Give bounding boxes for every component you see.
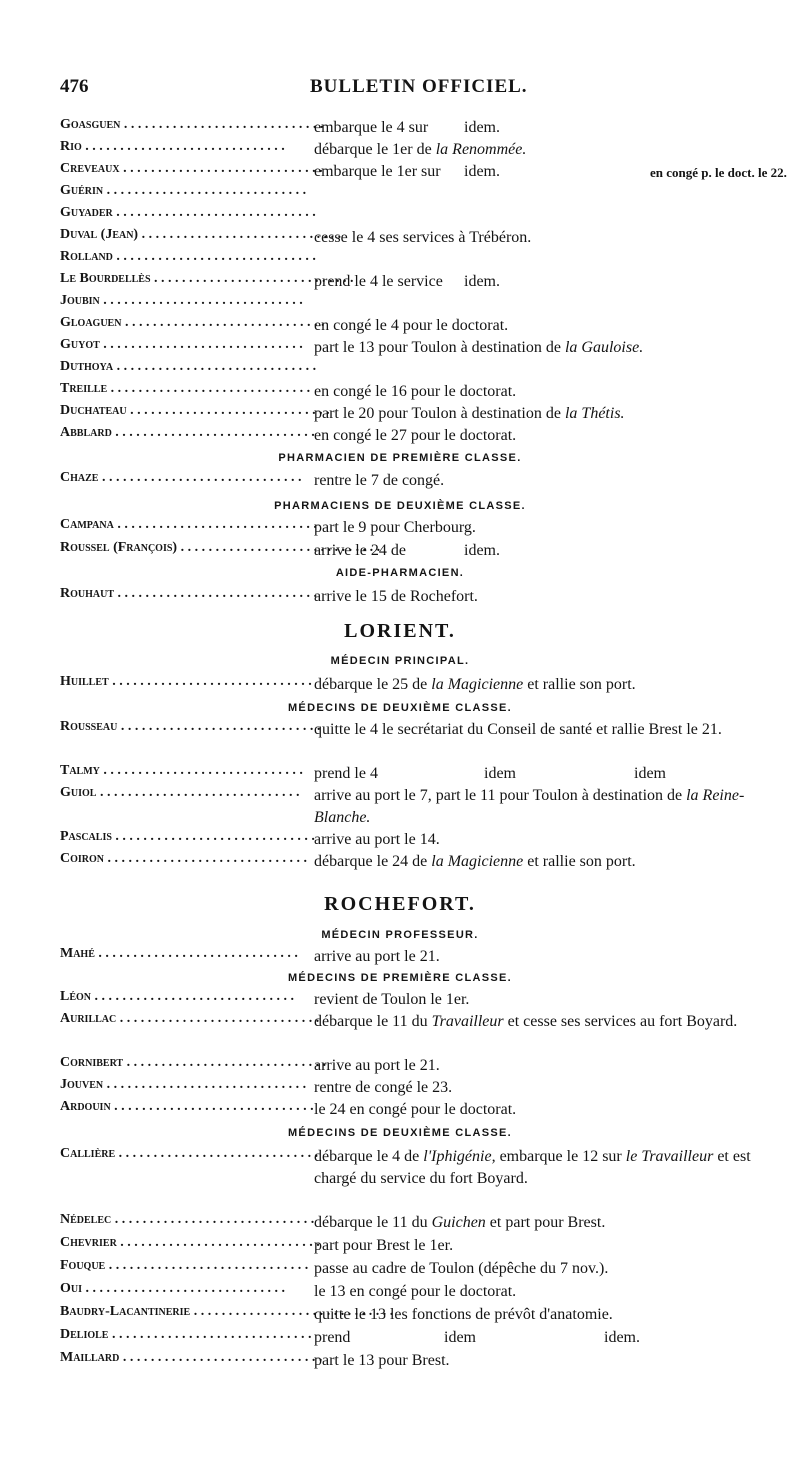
entry-row [0, 989, 800, 1011]
entry-row [0, 946, 800, 968]
entry-idem: idem. [464, 163, 500, 180]
section-heading: PHARMACIEN DE PREMIÈRE CLASSE. [278, 452, 522, 464]
entry-text [314, 763, 770, 785]
entry-name: Huillet . . . [60, 674, 288, 696]
entry-idem: idem. [464, 119, 500, 136]
entry-name: Mahé . . . [60, 946, 288, 968]
entry-row [0, 359, 800, 381]
section-heading: MÉDECIN PROFESSEUR. [321, 929, 479, 941]
ship-name: la Reine-Blanche. [314, 787, 745, 826]
entry-text [314, 161, 787, 183]
entry-text [314, 271, 770, 293]
entry-text [314, 1146, 770, 1190]
entry-name: Léon . . . [60, 989, 288, 1011]
entry-idem: idem [444, 1329, 476, 1346]
entry-name: Baudry-Lacantinerie . . . [60, 1304, 288, 1326]
entry-row [0, 1281, 800, 1303]
entry-detail: débarque le 4 de [314, 1148, 424, 1165]
entry-text [314, 851, 770, 873]
entry-text [314, 1011, 770, 1033]
entry-text: rentre de congé le 23. [314, 1079, 453, 1096]
entry-detail: arrive au port le 7, part le 11 pour Toulon à destination de [314, 787, 687, 804]
entry-row [0, 1304, 800, 1326]
entry-name: Cornibert . . . [60, 1055, 288, 1077]
page-header [60, 76, 760, 100]
entry-name: Duchateau . . . [60, 403, 288, 425]
entry-name: Rouhaut . . . [60, 586, 288, 608]
entry-detail: débarque le 24 de [314, 853, 432, 870]
entry-name: Treille . . . [60, 381, 288, 403]
entry-idem: idem. [464, 273, 500, 290]
entry-text: arrive au port le 21. [314, 1057, 440, 1074]
entry-detail: et est chargé du service du fort Boyard. [314, 1148, 751, 1187]
entry-row [0, 1077, 800, 1099]
entry-row [0, 1011, 800, 1055]
entry-row [0, 337, 800, 359]
entry-name: Aurillac . . . [60, 1011, 288, 1033]
entry-name: Deliole . . . [60, 1327, 288, 1349]
section-heading: MÉDECIN PRINCIPAL. [330, 655, 470, 667]
entry-text: en congé le 16 pour le doctorat. [314, 383, 517, 400]
entry-text [314, 1327, 770, 1349]
entry-detail: et rallie son port. [523, 853, 636, 870]
entry-detail: débarque le 1er de [314, 141, 436, 158]
city-heading-rochefort: ROCHEFORT. [324, 893, 476, 915]
ship-name: l'Iphigénie, [423, 1148, 496, 1165]
entry-text: en congé le 27 pour le doctorat. [314, 427, 517, 444]
entry-name: Guyader . . . [60, 205, 288, 227]
entry-name: Maillard . . . [60, 1350, 288, 1372]
entry-detail: part le 13 pour Toulon à destination de [314, 339, 565, 356]
entry-row [0, 1350, 800, 1372]
entry-text: part pour Brest le 1er. [314, 1237, 454, 1254]
section-heading: PHARMACIENS DE DEUXIÈME CLASSE. [274, 500, 526, 512]
entry-detail: et cesse ses services au fort Boyard. [503, 1013, 738, 1030]
entry-row [0, 205, 800, 227]
ship-name: le Travailleur [625, 1148, 714, 1165]
entry-row [0, 1327, 800, 1349]
entry-row [0, 763, 800, 785]
entry-detail: prend [314, 1329, 351, 1346]
entry-name: Guérin . . . [60, 183, 288, 205]
entry-row [0, 586, 800, 608]
entry-row [0, 227, 800, 249]
entry-detail: part le 20 pour Toulon à destination de [314, 405, 565, 422]
entry-name: Callière . . . [60, 1146, 288, 1168]
entry-idem: idem. [604, 1329, 640, 1346]
entry-idem: idem [484, 765, 516, 782]
entry-row [0, 381, 800, 403]
entry-row [0, 403, 800, 425]
entry-text: part le 9 pour Cherbourg. [314, 519, 476, 536]
section-heading: MÉDECINS DE DEUXIÈME CLASSE. [287, 702, 513, 714]
city-heading-lorient: LORIENT. [344, 620, 456, 642]
entry-idem: idem [634, 765, 666, 782]
entry-name: Rousseau . . . [60, 719, 288, 741]
entry-row [0, 851, 800, 873]
entry-name: Talmy . . . [60, 763, 288, 785]
entry-text: arrive au port le 14. [314, 831, 440, 848]
entry-name: Duval (Jean) . . . [60, 227, 288, 249]
entry-name: Duthoya . . . [60, 359, 288, 381]
entry-text: passe au cadre de Toulon (dépêche du 7 nov.). [314, 1260, 609, 1277]
entry-row [0, 1258, 800, 1280]
entry-name: Roussel (François) . . . [60, 540, 288, 562]
entry-detail: débarque le 25 de [314, 676, 432, 693]
entry-text: cesse le 4 ses services à Trébéron. [314, 229, 532, 246]
entry-name: Nédelec . . . [60, 1212, 288, 1234]
entry-detail: prend le 4 [314, 765, 378, 782]
page-number: 476 [60, 76, 89, 97]
entry-detail: prend le 4 le service [314, 273, 443, 290]
entry-row [0, 829, 800, 851]
entry-name: Jouven . . . [60, 1077, 288, 1099]
entry-text [314, 674, 770, 696]
entry-text [314, 540, 770, 562]
entry-text: le 24 en congé pour le doctorat. [314, 1101, 517, 1118]
entry-name: Fouque . . . [60, 1258, 288, 1280]
entry-row [0, 293, 800, 315]
running-title: BULLETIN OFFICIEL. [310, 76, 528, 97]
entry-detail: embarque le 1er sur [314, 163, 441, 180]
entry-idem: idem. [464, 542, 500, 559]
entry-detail: arrive le 24 de [314, 542, 406, 559]
entry-row [0, 540, 800, 562]
entry-row [0, 117, 800, 139]
entry-name: Campana . . . [60, 517, 288, 539]
entry-text [314, 117, 770, 139]
entry-row [0, 1099, 800, 1121]
entry-text: rentre le 7 de congé. [314, 472, 445, 489]
entry-row [0, 1235, 800, 1257]
ship-name: la Thétis. [564, 405, 625, 422]
entry-note: en congé p. le doct. le 22. [650, 165, 787, 180]
entry-row [0, 249, 800, 271]
entry-detail: débarque le 11 du [314, 1013, 432, 1030]
entry-text [314, 403, 770, 425]
entry-name: Gloaguen . . . [60, 315, 288, 337]
entry-name: Ardouin . . . [60, 1099, 288, 1121]
entry-text: arrive le 15 de Rochefort. [314, 588, 478, 605]
entry-row [0, 271, 800, 293]
entry-name: Rio . . . [60, 139, 288, 161]
section-heading: AIDE-PHARMACIEN. [335, 567, 465, 579]
ship-name: la Magicienne [431, 853, 524, 870]
entry-row [0, 1055, 800, 1077]
ship-name: la Magicienne [431, 676, 524, 693]
entry-text [314, 1212, 770, 1234]
entry-text [314, 785, 770, 829]
entry-name: Creveaux . . . [60, 161, 288, 183]
entry-detail: embarque le 12 sur [495, 1148, 626, 1165]
entry-text: part le 13 pour Brest. [314, 1352, 450, 1369]
ship-name: la Gauloise. [564, 339, 644, 356]
ship-name: la Renommée. [435, 141, 527, 158]
entry-detail: débarque le 11 du [314, 1214, 432, 1231]
entry-row [0, 470, 800, 492]
entry-row [0, 139, 800, 161]
entry-text: quitte le 4 le secrétariat du Conseil de santé et rallie Brest le 21. [314, 721, 722, 738]
entry-text: en congé le 4 pour le doctorat. [314, 317, 509, 334]
entry-row [0, 517, 800, 539]
entry-row [0, 315, 800, 337]
entry-name: Chevrier . . . [60, 1235, 288, 1257]
entry-text: le 13 en congé pour le doctorat. [314, 1283, 517, 1300]
entry-row [0, 161, 800, 183]
entry-row [0, 1212, 800, 1234]
entry-name: Oui . . . [60, 1281, 288, 1303]
entry-text: arrive au port le 21. [314, 948, 440, 965]
section-heading: MÉDECINS DE DEUXIÈME CLASSE. [287, 1127, 513, 1139]
entry-text [314, 139, 770, 161]
entry-name: Pascalis . . . [60, 829, 288, 851]
entry-text: revient de Toulon le 1er. [314, 991, 470, 1008]
entry-detail: embarque le 4 sur [314, 119, 429, 136]
entry-row [0, 183, 800, 205]
entry-name: Joubin . . . [60, 293, 288, 315]
entry-name: Abblard . . . [60, 425, 288, 447]
entry-text [314, 337, 770, 359]
entry-name: Rolland . . . [60, 249, 288, 271]
entry-row [0, 719, 800, 763]
entry-name: Le Bourdellès . . . [60, 271, 288, 293]
entry-name: Guyot . . . [60, 337, 288, 359]
entry-detail: et part pour Brest. [485, 1214, 606, 1231]
entry-text: quitte le 13 les fonctions de prévôt d'anatomie. [314, 1306, 613, 1323]
entry-row [0, 785, 800, 829]
entry-name: Goasguen . . . [60, 117, 288, 139]
entry-row [0, 425, 800, 447]
section-heading: MÉDECINS DE PREMIÈRE CLASSE. [287, 972, 513, 984]
entry-name: Guiol . . . [60, 785, 288, 807]
entry-name: Coiron . . . [60, 851, 288, 873]
entry-row [0, 674, 800, 696]
entry-detail: et rallie son port. [523, 676, 636, 693]
entry-row [0, 1146, 800, 1212]
entry-name: Chaze . . . [60, 470, 288, 492]
ship-name: Travailleur [431, 1013, 504, 1030]
ship-name: Guichen [431, 1214, 486, 1231]
